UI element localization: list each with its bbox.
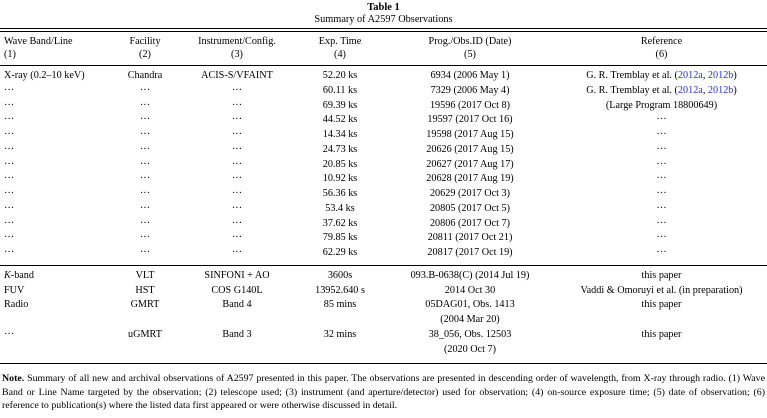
table-cell: ··· [139,99,151,111]
table-row [0,246,767,261]
header-rule [0,65,767,66]
table-cell: ··· [4,232,15,244]
table-cell: ··· [656,114,667,126]
table-cell: ··· [4,217,15,229]
column-header: Exp. Time [318,36,362,47]
cell-text: ) [733,70,737,81]
note-label: Note. [2,373,25,385]
table-cell: ··· [656,158,667,170]
table-row [0,113,767,128]
table-cell: ··· [4,114,15,126]
table-cell: 3600s [327,269,353,281]
column-number: (5) [464,49,476,60]
table-cell: 093.B-0638(C) (2014 Jul 19) [410,269,530,281]
table-cell [556,69,767,84]
cell-text: G. R. Tremblay et al. ( [586,84,678,96]
table-cell: ··· [656,143,667,155]
table-cell: ··· [656,247,667,258]
table-cell: ··· [4,84,15,96]
table-cell: ··· [139,188,151,199]
table-cell: 37.62 ks [322,217,358,229]
table-cell: HST [135,284,155,296]
cell-text: ) [733,84,737,96]
table-cell: SINFONI + AO [204,269,270,281]
table-row [0,69,767,84]
table-cell: 20806 (2017 Oct 7) [429,217,511,229]
table-cell: ··· [656,217,667,229]
table-cell: 20629 (2017 Oct 3) [429,188,511,199]
table-row [0,84,767,99]
table-cell: Vaddi & Omoruyi et al. (in preparation) [580,284,743,296]
table-cell: ··· [4,202,15,214]
table-cell: this paper [641,328,682,340]
cell-line: (2020 Oct 7) [443,343,497,355]
header-row [0,35,767,48]
cell-text: G. R. Tremblay et al. ( [586,70,678,81]
table-footnote [0,372,767,412]
observations-other-section [0,269,767,358]
table-cell: (Large Program 18800649) [605,99,718,111]
top-double-rule [0,28,767,32]
citation-link[interactable]: 2012b [707,84,734,96]
table-cell: 24.73 ks [322,143,358,155]
table-cell: 85 mins [323,299,357,311]
table-cell: ··· [231,99,243,111]
table-cell: uGMRT [128,328,162,340]
table-cell [384,328,556,358]
table-cell: ··· [231,114,243,126]
table-cell: ··· [139,173,151,185]
column-number: (2) [139,49,151,60]
table-cell: 52.20 ks [322,70,358,81]
table-cell: X-ray (0.2–10 keV) [4,70,85,81]
table-cell: ··· [656,188,667,199]
table-cell: ··· [656,173,667,185]
table-cell: 20627 (2017 Aug 17) [426,158,514,170]
column-header: Wave Band/Line [4,36,73,47]
table-cell: Band 3 [222,328,252,340]
table-cell: 2014 Oct 30 [444,284,496,296]
table-row [0,217,767,232]
table-cell: ··· [139,217,151,229]
table-cell: 20811 (2017 Oct 21) [427,232,513,244]
table-cell: 56.36 ks [322,188,358,199]
table-cell: Band 4 [222,299,252,311]
column-header: Reference [640,36,683,47]
column-number: (6) [655,49,668,60]
note-text: Summary of all new and archival observations of A2597 presented in this paper. The observations are presented in descending order of wavelength, from X-ray through radio. (1) Wave Band or Line Name targeted by the observation; (2) telescope used; (3) instrument (and aperture/detector) used for observation; (4) on-source exposure time; (5) date of observation; (6) reference to publication(s) where the listed data first appeared or were otherwise discussed in detail. [2,373,765,412]
table-cell: ··· [4,99,15,111]
table-cell: ··· [139,232,151,244]
table-cell: ··· [4,328,15,340]
cell-text: , [702,70,708,81]
table-row [0,128,767,143]
column-number: (4) [334,49,346,60]
table-cell: 53.4 ks [325,202,355,214]
observations-xray-section [0,69,767,261]
citation-link[interactable]: 2012b [707,70,734,81]
table-cell: this paper [641,299,682,311]
table-cell: 20817 (2017 Oct 19) [427,247,513,258]
table-cell [384,298,556,328]
table-cell [556,84,767,99]
table-cell: ··· [4,247,15,258]
table-cell: 44.52 ks [322,114,358,126]
table-cell: ··· [139,114,151,126]
table-row [0,202,767,217]
table-subtitle: Summary of A2597 Observations [314,14,453,25]
column-number: (3) [231,49,243,60]
table-cell: ··· [656,232,667,244]
table-cell: 69.39 ks [322,99,358,111]
table-row [0,269,767,284]
table-cell: 20628 (2017 Aug 19) [426,173,514,185]
table-cell: GMRT [130,299,160,311]
table-cell: ··· [231,188,243,199]
table-cell: ··· [656,202,667,214]
table-cell: this paper [641,269,682,281]
section-rule [0,265,767,266]
table-row [0,158,767,173]
header-number-row [0,48,767,61]
citation-link[interactable]: 2012a [677,70,703,81]
table-cell: Chandra [127,70,163,81]
cell-text: -band [10,269,34,281]
table-cell: 19596 (2017 Oct 8) [429,99,511,111]
column-number: (1) [4,49,16,60]
table-cell: ··· [231,143,243,155]
table-cell: ··· [139,247,151,258]
table-cell: ··· [656,129,667,140]
table-cell: ··· [4,188,15,199]
table-cell: ··· [4,143,15,155]
table-cell: COS G140L [211,284,263,296]
table-cell: 19598 (2017 Aug 15) [426,129,514,140]
table-cell: ··· [4,129,15,140]
table-cell: ··· [231,129,243,140]
table-cell: 19597 (2017 Oct 16) [427,114,513,126]
cell-text: K [4,269,11,281]
table-row [0,99,767,114]
table-row [0,231,767,246]
column-header: Facility [129,36,161,47]
table-cell: 79.85 ks [322,232,358,244]
citation-link[interactable]: 2012a [677,84,703,96]
table-cell: ··· [4,173,15,185]
table-cell: 6934 (2006 May 1) [430,70,510,81]
table-cell: ··· [4,158,15,170]
column-header: Prog./Obs.ID (Date) [428,36,512,47]
table-row [0,284,767,299]
table-cell: 20626 (2017 Aug 15) [426,143,514,155]
table-row [0,328,767,358]
table-cell: ··· [231,247,243,258]
bottom-rule [0,363,767,364]
table-cell: ··· [231,217,243,229]
table-cell: FUV [4,284,25,296]
cell-line: 05DAG01, Obs. 1413 [425,299,515,311]
table-cell: 60.11 ks [322,84,358,96]
table-cell: 10.92 ks [322,173,358,185]
cell-line: 38_056, Obs. 12503 [428,328,512,340]
table-row [0,172,767,187]
table-cell: ··· [139,202,151,214]
table-cell: ACIS-S/VFAINT [201,70,273,81]
table-cell [0,269,112,284]
table-cell: Radio [4,299,29,311]
table-row [0,143,767,158]
table-cell: ··· [139,129,151,140]
table-cell: ··· [231,84,243,96]
cell-text: , [702,84,708,96]
table-cell: ··· [231,202,243,214]
table-cell: ··· [231,173,243,185]
table-row [0,187,767,202]
cell-line: (2004 Mar 20) [440,314,500,325]
table-cell: ··· [231,232,243,244]
table-cell: 20805 (2017 Oct 5) [429,202,511,214]
table-cell: 7329 (2006 May 4) [430,84,510,96]
table-cell: 20.85 ks [322,158,358,170]
table-cell: 32 mins [323,328,357,340]
table-cell: ··· [231,158,243,170]
table-title: Table 1 [367,2,400,13]
table-row [0,298,767,328]
table-cell: 13952.640 s [315,284,365,296]
column-headers [0,35,767,61]
table-cell: ··· [139,158,151,170]
table-cell: ··· [139,143,151,155]
table-cell: VLT [135,269,155,281]
table-cell: ··· [139,84,151,96]
table-cell: 14.34 ks [322,129,358,140]
column-header: Instrument/Config. [198,36,276,47]
table-cell: 62.29 ks [322,247,358,258]
